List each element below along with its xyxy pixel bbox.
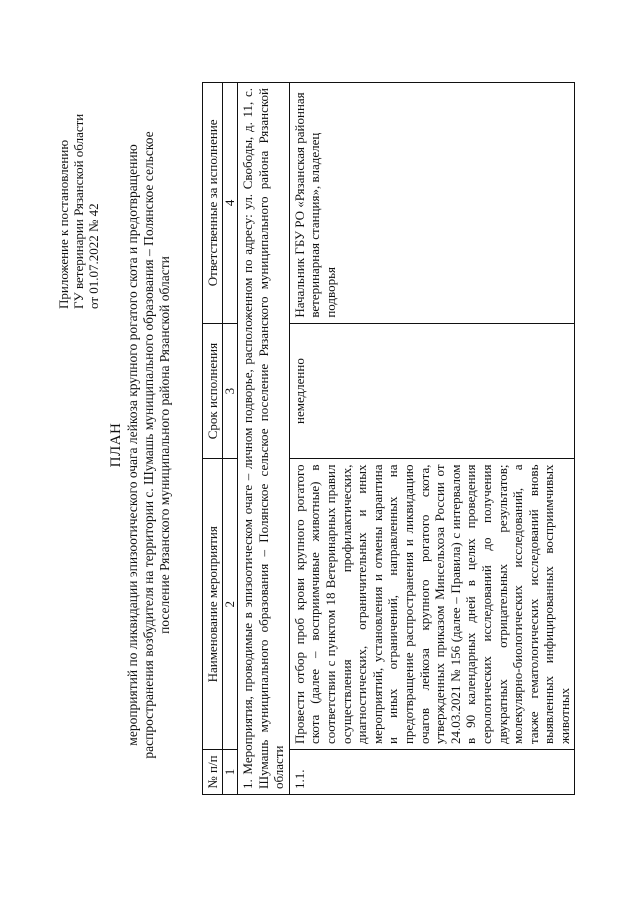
table-row: [289, 83, 575, 795]
document-heading: [108, 95, 173, 795]
row-term: немедленно: [289, 323, 575, 459]
table-header-row: [203, 83, 223, 795]
section-1-title: 1. Мероприятия, проводимые в эпизоотическом очаге – личном подворье, расположенном по адресу: ул. Свободы, д. 11, с. Шумашь муниципального образования – Полянское сельское поселение Рязанского муниципального района Рязанской области: [238, 83, 290, 795]
header-name: Наименование мероприятия: [203, 459, 223, 750]
section-row: [238, 83, 290, 795]
header-responsible: Ответственные за исполнение: [203, 83, 223, 324]
column-number-row: [223, 83, 238, 795]
column-number: 1: [223, 750, 238, 795]
column-number: 4: [223, 83, 238, 324]
approval-line-2: ГУ ветеринарии Рязанской области: [71, 113, 86, 309]
document-title: ПЛАН: [108, 422, 124, 468]
column-number: 3: [223, 323, 238, 459]
row-responsible: Начальник ГБУ РО «Рязанская районная ветеринарная станция», владелец подворья: [289, 83, 575, 324]
approval-line-3: от 01.07.2022 № 42: [86, 203, 101, 309]
row-num: 1.1.: [289, 750, 575, 795]
approval-line-1: Приложение к постановлению: [56, 139, 71, 309]
plan-table: [202, 82, 575, 795]
header-num: № п/п: [203, 750, 223, 795]
heading-line-3: поселение Рязанского муниципального района Рязанской области: [157, 256, 172, 634]
row-measure: Провести отбор проб крови крупного рогатого скота (далее – восприимчивые животные) в соответствии с пунктом 18 Ветеринарных правил осуществления профилактических, диагностических, ограничительных и иных мероприятий, установления и отмены карантина и иных ограничений, направленных на предотвращение распространения и ликвидацию очагов лейкоза крупного рогатого скота, утвержденных приказом Минсельхоза России от 24.03.2021 № 156 (далее – Правила) с интервалом в 90 календарных дней в целях проведения серологических исследований до получения двукратных отрицательных результатов; молекулярно-биологических исследований, а также гематологических исследований вновь выявленных инфицированных восприимчивых животных: [289, 459, 575, 750]
approval-block: [56, 59, 101, 309]
header-term: Срок исполнения: [203, 323, 223, 459]
column-number: 2: [223, 459, 238, 750]
heading-line-2: распространения возбудителя на территории с. Шумашь муниципального образования – Полянское сельское: [141, 131, 156, 759]
heading-line-1: мероприятий по ликвидации эпизоотического очага лейкоза крупного рогатого скота и предотвращению: [125, 144, 140, 746]
